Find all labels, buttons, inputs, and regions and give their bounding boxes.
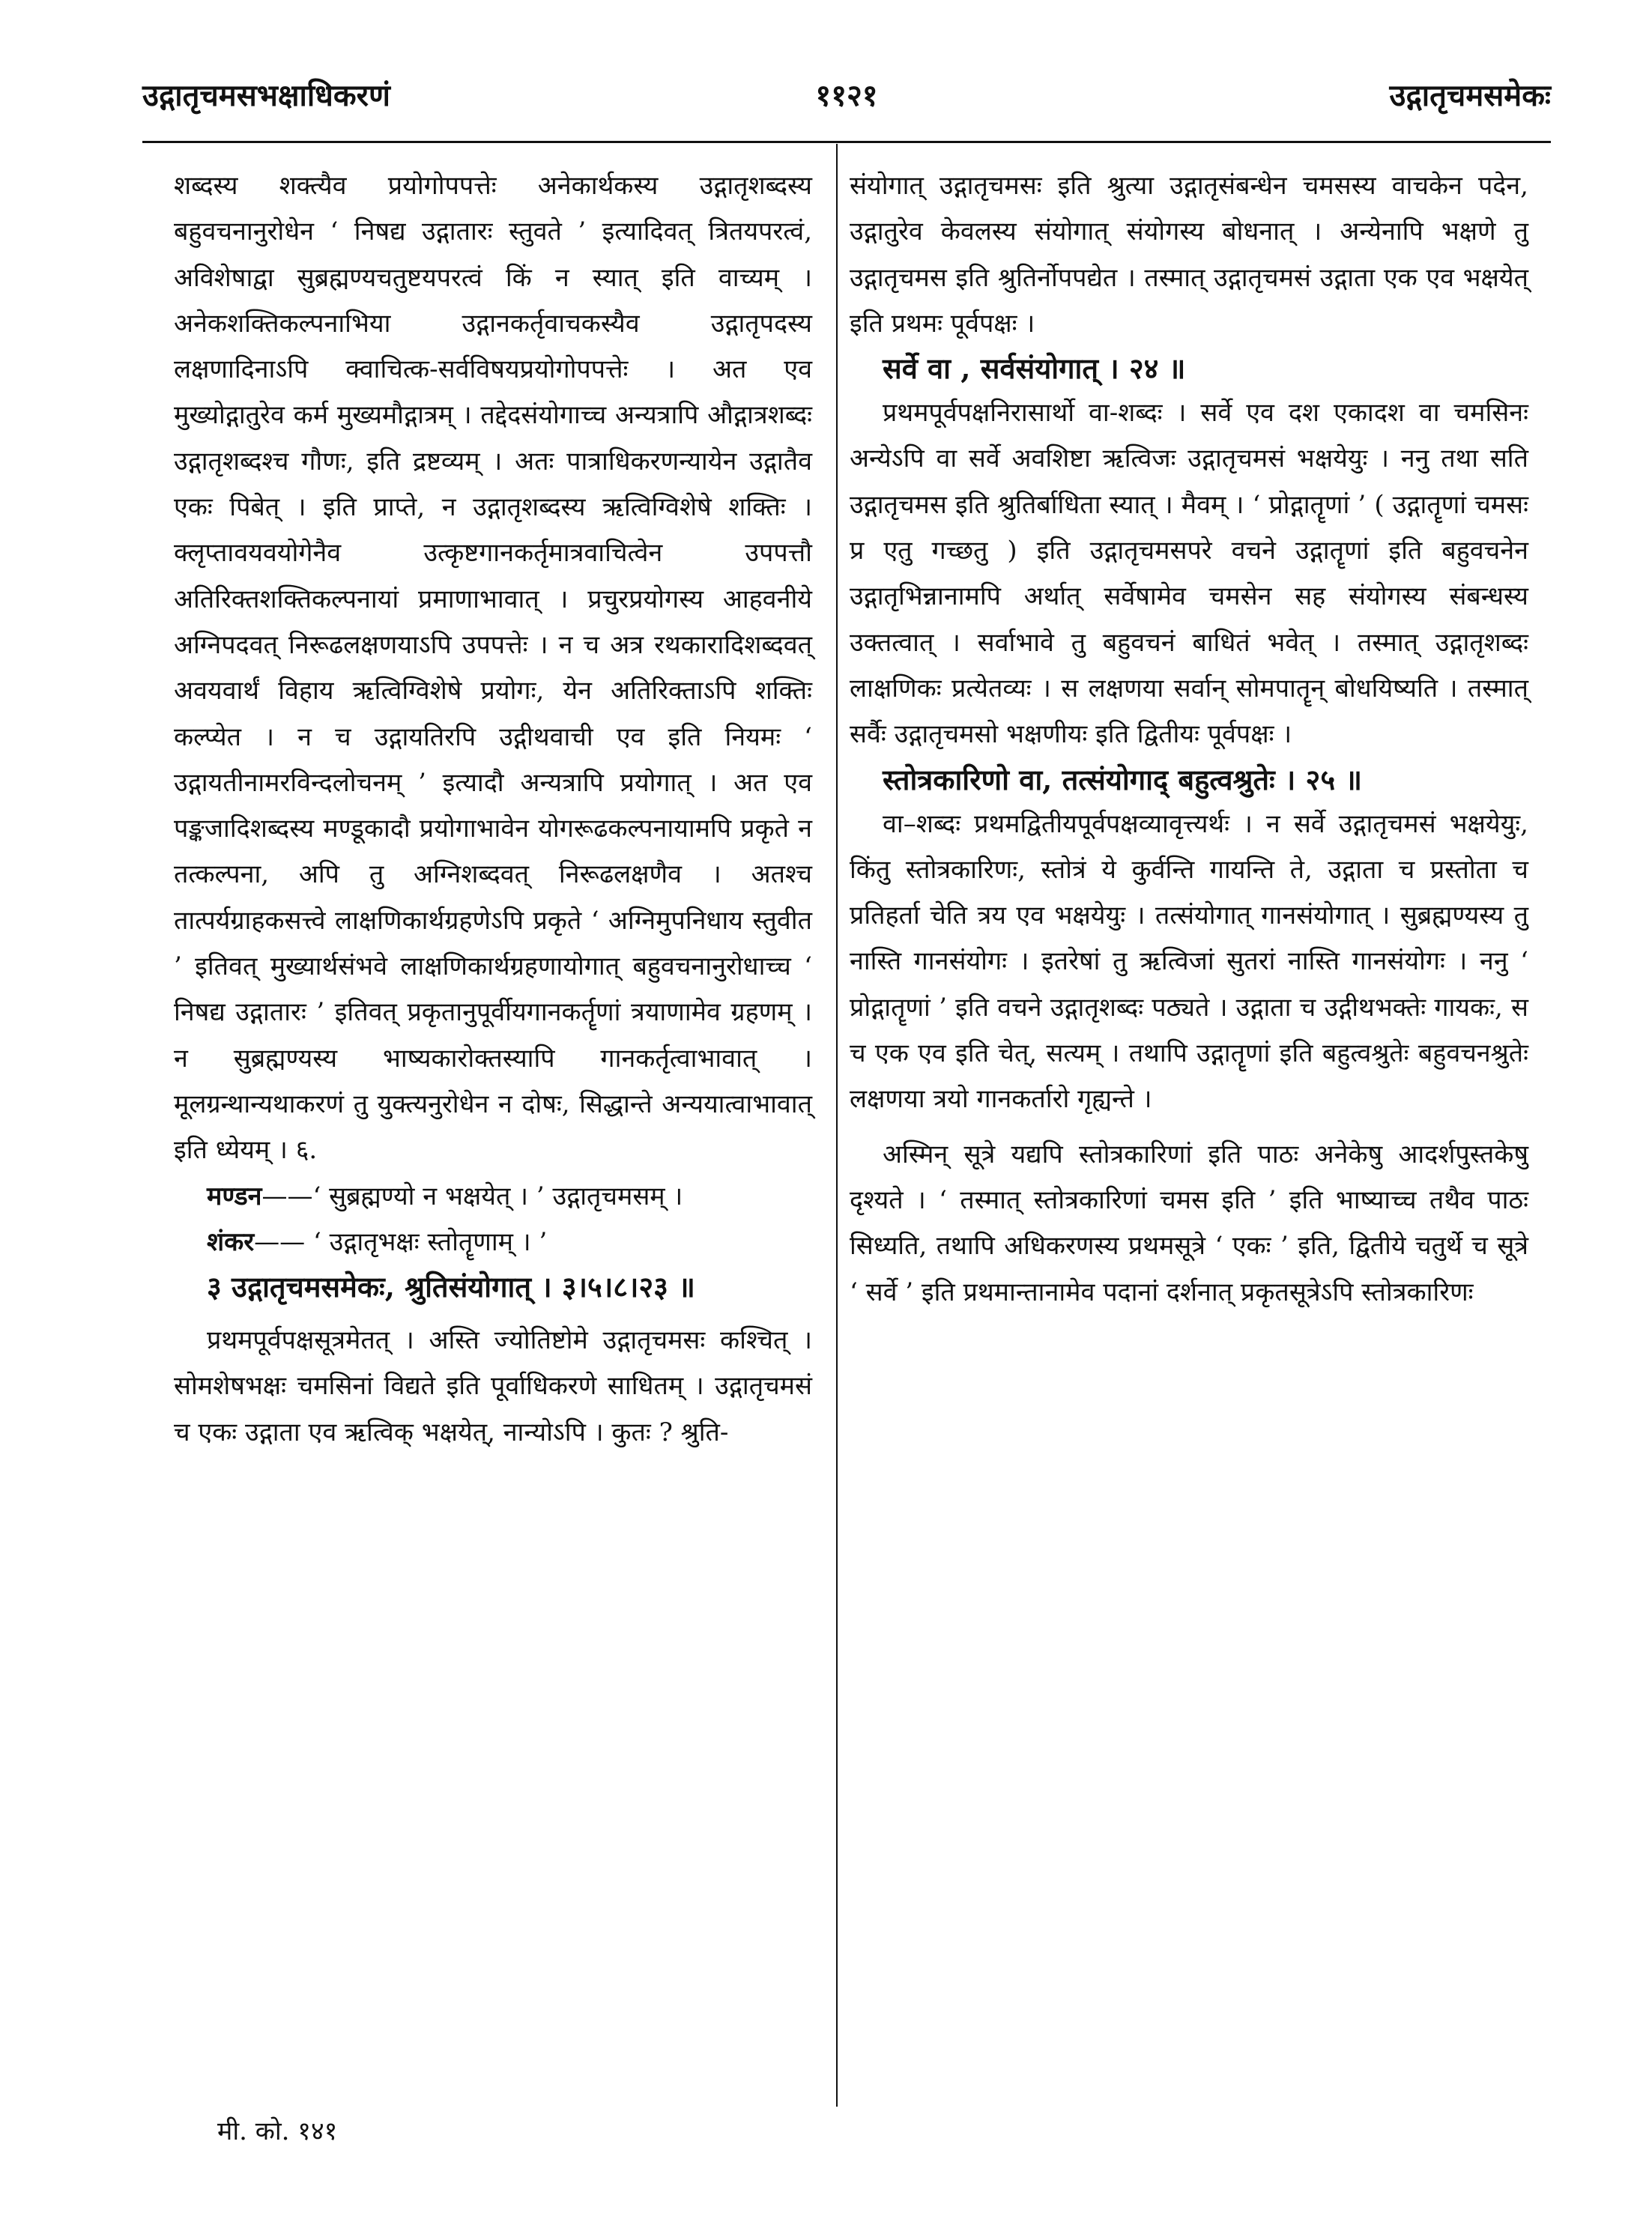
commentary-paragraph-2: प्रथमपूर्वपक्षसूत्रमेतत् । अस्ति ज्योतिष्टोमे उद्गातृचमसः कश्चित् । सोमशेषभक्षः चमसिनां विद्यते इति पूर्वाधिकरणे साधितम् । उद्गातृचमसं च एकः उद्गाता एव ऋत्विक् भक्षयेत्, नान्योऽपि । कुतः ? श्रुति-: [174, 1325, 812, 1447]
left-column: [174, 163, 812, 1456]
column-divider: [836, 144, 838, 2107]
signature-mark: मी. को. १४१: [217, 2116, 338, 2146]
shankara-quote: [174, 1220, 812, 1265]
commentary-paragraph-6: अस्मिन् सूत्रे यद्यपि स्तोत्रकारिणां इति पाठः अनेकेषु आदर्शपुस्तकेषु दृश्यते । ‘ तस्मात् स्तोत्रकारिणां चमस इति ’ इति भाष्याच्च तथैव पाठः सिध्यति, तथापि अधिकरणस्य प्रथमसूत्रे ‘ एकः ’ इति, द्वितीये चतुर्थे च सूत्रे ‘ सर्वे ’ इति प्रथमान्तानामेव पदानां दर्शनात् प्रकृतसूत्रेऽपि स्तोत्रकारिणः: [850, 1139, 1528, 1307]
mandana-text: ——‘ सुब्रह्मण्यो न भक्षयेत् । ’ उद्गातृचमसम् ।: [261, 1181, 683, 1211]
mandana-quote: [174, 1174, 812, 1220]
right-column: [850, 163, 1528, 1316]
page-header: [142, 66, 1551, 126]
commentary-paragraph-5: वा–शब्दः प्रथमद्वितीयपूर्वपक्षव्यावृत्त्यर्थः । न सर्वे उद्गातृचमसं भक्षयेयुः, किंतु स्तोत्रकारिणः, स्तोत्रं ये कुर्वन्ति गायन्ति ते, उद्गाता च प्रस्तोता च प्रतिहर्ता चेति त्रय एव भक्षयेयुः । तत्संयोगात् गानसंयोगात् । सुब्रह्मण्यस्य तु नास्ति गानसंयोगः । इतरेषां तु ऋत्विजां सुतरां नास्ति गानसंयोगः । ननु ‘ प्रोद्गातॄणां ’ इति वचने उद्गातृशब्दः पठ्यते । उद्गाता च उद्गीथभक्तेः गायकः, स च एक एव इति चेत्, सत्यम् । तथापि उद्गातॄणां इति बहुत्वश्रुतेः बहुवचनश्रुतेः लक्षणया त्रयो गानकर्तारो गृह्यन्ते ।: [850, 808, 1528, 1115]
commentary-paragraph-4: प्रथमपूर्वपक्षनिरासार्थो वा-शब्दः । सर्वे एव दश एकादश वा चमसिनः अन्येऽपि वा सर्वे अवशिष्टा ऋत्विजः उद्गातृचमसं भक्षयेयुः । ननु तथा सति उद्गातृचमस इति श्रुतिर्बाधिता स्यात् । मैवम् । ‘ प्रोद्गातॄणां ’ ( उद्गातॄणां चमसः प्र एतु गच्छतु ) इति उद्गातृचमसपरे वचने उद्गातॄणां इति बहुवचनेन उद्गातृभिन्नानामपि अर्थात् सर्वेषामेव चमसेन सह संयोगस्य संबन्धस्य उक्तत्वात् । सर्वाभावे तु बहुवचनं बाधितं भवेत् । तस्मात् उद्गातृशब्दः लाक्षणिकः प्रत्येतव्यः । स लक्षणया सर्वान् सोमपातॄन् बोधयिष्यति । तस्मात् सर्वैः उद्गातृचमसो भक्षणीयः इति द्वितीयः पूर्वपक्षः ।: [850, 398, 1528, 750]
commentary-paragraph-3: संयोगात् उद्गातृचमसः इति श्रुत्या उद्गातृसंबन्धेन चमसस्य वाचकेन पदेन, उद्गातुरेव केवलस्य संयोगात् संयोगस्य बोधनात् । अन्येनापि भक्षणे तु उद्गातृचमस इति श्रुतिर्नोपपद्येत । तस्मात् उद्गातृचमसं उद्गाता एक एव भक्षयेत् इति प्रथमः पूर्वपक्षः ।: [850, 171, 1528, 339]
mandana-label: मण्डन: [207, 1181, 262, 1211]
header-rule: [142, 141, 1551, 143]
running-title-left: उद्गातृचमसभक्षाधिकरणं: [142, 78, 390, 113]
commentary-paragraph-1: शब्दस्य शक्त्यैव प्रयोगोपपत्तेः अनेकार्थकस्य उद्गातृशब्दस्य बहुवचनानुरोधेन ‘ निषद्य उद्गातारः स्तुवते ’ इत्यादिवत् त्रितयपरत्वं, अविशेषाद्वा सुब्रह्मण्यचतुष्टयपरत्वं किं न स्यात् इति वाच्यम् । अनेकशक्तिकल्पनाभिया उद्गानकर्तृवाचकस्यैव उद्गातृपदस्य लक्षणादिनाऽपि क्वाचित्क-सर्वविषयप्रयोगोपपत्तेः । अत एव मुख्योद्गातुरेव कर्म मुख्यमौद्गात्रम् । तद्देदसंयोगाच्च अन्यत्रापि औद्गात्रशब्दः उद्गातृशब्दश्च गौणः, इति द्रष्टव्यम् । अतः पात्राधिकरणन्यायेन उद्गातैव एकः पिबेत् । इति प्राप्ते, न उद्गातृशब्दस्य ऋत्विग्विशेषे शक्तिः । क्लृप्तावयवयोगेनैव उत्कृष्टगानकर्तृमात्रवाचित्वेन उपपत्तौ अतिरिक्तशक्तिकल्पनायां प्रमाणाभावात् । प्रचुरप्रयोगस्य आहवनीये अग्निपदवत् निरूढलक्षणयाऽपि उपपत्तेः । न च अत्र रथकारादिशब्दवत् अवयवार्थं विहाय ऋत्विग्विशेषे प्रयोगः, येन अतिरिक्ताऽपि शक्तिः कल्प्येत । न च उद्गायतिरपि उद्गीथवाची एव इति नियमः ‘ उद्गायतीनामरविन्दलोचनम् ’ इत्यादौ अन्यत्रापि प्रयोगात् । अत एव पङ्कजादिशब्दस्य मण्डूकादौ प्रयोगाभावेन योगरूढकल्पनायामपि प्रकृते न तत्कल्पना, अपि तु अग्निशब्दवत् निरूढलक्षणैव । अतश्च तात्पर्यग्राहकसत्त्वे लाक्षणिकार्थग्रहणेऽपि प्रकृते ‘ अग्निमुपनिधाय स्तुवीत ’ इतिवत् मुख्यार्थसंभवे लाक्षणिकार्थग्रहणायोगात् बहुवचनानुरोधाच्च ‘ निषद्य उद्गातारः ’ इतिवत् प्रकृतानुपूर्वीयगानकर्तॄणां त्रयाणामेव ग्रहणम् । न सुब्रह्मण्यस्य भाष्यकारोक्तस्यापि गानकर्तृत्वाभावात् । मूलग्रन्थान्यथाकरणं तु युक्त्यनुरोधेन न दोषः, सिद्धान्ते अन्ययात्वाभावात् इति ध्येयम् । ६.: [174, 171, 812, 1166]
sutra-23-text: उद्गातृचमसमेकः, श्रुतिसंयोगात् । ३।५।८।२३ ॥: [232, 1270, 695, 1304]
sutra-25: स्तोत्रकारिणो वा, तत्संयोगाद् बहुत्वश्रुतेः । २५ ॥: [883, 762, 1363, 796]
shankara-label: शंकर: [207, 1226, 255, 1257]
shankara-text: —— ‘ उद्गातृभक्षः स्तोतॄणाम् । ’: [254, 1226, 548, 1257]
sutra-number-mark: ३: [207, 1270, 222, 1304]
running-title-right: उद्गातृचमसमेकः: [1389, 78, 1551, 113]
sutra-24: सर्वे वा , सर्वसंयोगात् । २४ ॥: [883, 351, 1186, 386]
sutra-23: [174, 1265, 812, 1309]
page-number: ११२१: [815, 78, 878, 113]
